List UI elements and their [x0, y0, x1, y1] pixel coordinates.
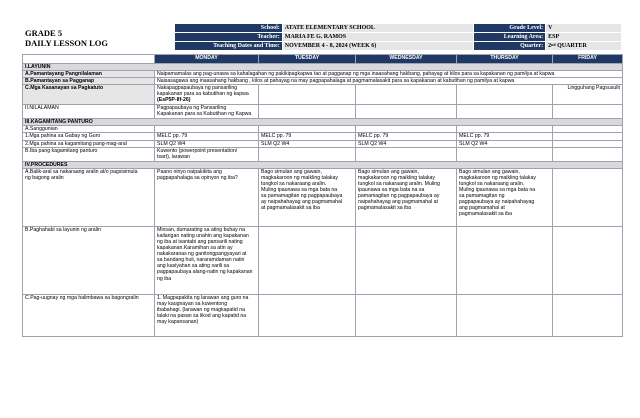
section-kagamitan: III.KAGAMITANG PANTURO	[23, 119, 623, 126]
cell-line: ng iba at isantabi ang pansarili nating	[157, 238, 243, 245]
table-row	[23, 105, 623, 119]
cell-monday	[155, 168, 259, 226]
header-info-table	[174, 23, 622, 51]
cell-line: magkakaroon ng maikling talakay	[358, 174, 435, 181]
cell-line: Minsan, dumarating sa ating buhay na	[157, 226, 245, 233]
cell-line: ng iba	[157, 275, 172, 282]
grade-level-label: Grade Level:	[474, 24, 546, 33]
row-label: B.Paghahabi sa layunin ng aralin	[23, 226, 155, 294]
table-row: 1.Mga pahina sa Gabay ng Guro MELC pp. 79 MELC pp. 79 MELC pp. 79 MELC pp. 79	[23, 133, 623, 140]
cell-line: pagmamalasakit sa iba	[459, 211, 513, 218]
school-value: ATATE ELEMENTARY SCHOOL	[282, 24, 474, 33]
cell-line: ang kasiyahan sa ating sarili sa	[157, 263, 230, 270]
row-label: A.Pamantayang Pangnilalaman	[23, 71, 155, 78]
cell-line: tungkol sa nakaraang aralin. Muling	[358, 180, 440, 187]
cell-line: 1. Magpapakita ng larawan ang guro na	[157, 294, 249, 301]
row-label: 1.Mga pahina sa Gabay ng Guro	[23, 133, 155, 140]
dates-label: Teaching Dates and Time:	[175, 42, 283, 51]
cell-line: lalaki na pasan sa likod ang kapatid na	[157, 313, 247, 320]
cell-line: magkakaroon ng maikling talakay	[261, 174, 338, 181]
lesson-table	[22, 54, 623, 337]
table-row	[23, 226, 623, 294]
table-row: B.Iba pang kagamitang panturo Kuwento (powerpoint presentation/ tsart), larawan	[23, 147, 623, 161]
table-row	[23, 78, 623, 85]
cell-line: pagpapahalaga sa opinyon ng iba?	[157, 174, 238, 181]
table-row	[23, 126, 623, 133]
cell-friday: Lingguhang Pagsusulit	[553, 85, 623, 105]
cell-line: sa pamamagitan ng pagpapaubaya	[261, 193, 343, 200]
performance-standard: Naisasagawa ang inaasahang hakbang , kilos at pahayag na may pagpapahalaga at pagmamalasakit para sa kapakanan at kabutihan ng pamilya at kapwa	[155, 78, 623, 85]
cell-line: may kapansanan)	[157, 319, 199, 326]
table-row	[23, 294, 623, 336]
quarter-value: 2nd QUARTER	[546, 42, 622, 51]
cell-line: kailangan nating unahin ang kapakanan	[157, 232, 249, 239]
cell-line: tungkol sa nakaraang aralin.	[459, 180, 525, 187]
table-row	[23, 85, 623, 105]
teacher-label: Teacher:	[175, 33, 283, 42]
cell-line: pagpapaubaya alang-natin ng kapakanan	[157, 269, 253, 276]
cell-tuesday	[259, 168, 356, 226]
cell-line: tungkol sa nakaraang aralin.	[261, 180, 327, 187]
cell-line: Bago simulan ang gawain,	[261, 168, 322, 175]
day-header-row	[23, 55, 623, 64]
row-label: II.NILALAMAN	[23, 105, 155, 119]
document-title	[25, 28, 108, 48]
cell-line: Bago simulan ang gawain,	[358, 168, 419, 175]
cell-line: kapakanan.Karamihan sa atin ay	[157, 245, 233, 252]
section-procedures: IV.PROCEDURES	[23, 161, 623, 168]
cell-line: sa bandang huli, nararamdaman natin	[157, 257, 245, 264]
row-label: A.Balik-aral sa nakaraang aralin at/o pagsisimula ng bagong aralin	[23, 168, 155, 226]
cell-wednesday	[356, 168, 457, 226]
cell-monday	[155, 294, 259, 336]
content-standard: Naipamamalas ang pag-unawa sa kahalagahan ng pakikipagkapwa tao at pagganap ng mga inaasahang hakbang, pahayag at kilos para sa kapakanan ng pamilya at kapwa	[155, 71, 623, 78]
cell-monday: Pagpapaubaya ng Pansariling Kapakanan para sa Kabutihan ng Kapwa	[155, 105, 259, 119]
row-label: C.Pag-uugnay ng mga halimbawa sa bagongralin	[23, 294, 155, 336]
section-layunin: I.LAYUNIN	[23, 64, 623, 71]
row-label: B.Iba pang kagamitang panturo	[23, 147, 155, 161]
dll-title: DAILY LESSON LOG	[25, 38, 108, 48]
day-thursday: THURSDAY	[457, 55, 553, 64]
cell-line: may kaugnayan sa kuwentong	[157, 300, 228, 307]
table-row	[23, 71, 623, 78]
cell-monday	[155, 226, 259, 294]
quarter-label: Quarter:	[474, 42, 546, 51]
cell-line: Muling ipaunawa sa mga bata na	[459, 187, 536, 194]
document-header	[22, 20, 622, 50]
day-friday: FRIDAY	[553, 55, 623, 64]
table-row	[23, 168, 623, 226]
teacher-value: MARIA FE G. RAMOS	[282, 33, 474, 42]
daily-lesson-log	[22, 20, 622, 326]
cell-thursday	[457, 168, 553, 226]
cell-line: at pagmamalasakit sa iba	[261, 205, 320, 212]
cell-line: Muling ipaunawa sa mga bata na	[261, 187, 338, 194]
table-row: 2.Mga pahina sa kagamitang pang-mag-aral SLM Q2 W4 SLM Q2 W4 SLM Q2 W4 SLM Q2 W4	[23, 140, 623, 147]
cell-line: ang pagmamahal at	[459, 205, 505, 212]
grade-level-value: V	[546, 24, 622, 33]
cell-line: naipahahayag ang pagmamahal at	[358, 199, 438, 206]
grade-title: GRADE 5	[25, 28, 63, 38]
cell-line: magkakaroon ng maikling talakay	[459, 174, 536, 181]
day-monday: MONDAY	[155, 55, 259, 64]
day-tuesday: TUESDAY	[259, 55, 356, 64]
cell-line: Bago simulan ang gawain,	[459, 168, 520, 175]
cell-line: ibabahagi. (larawan ng magkapatid na	[157, 306, 245, 313]
cell-line: ipaunawa sa mga bata na sa	[358, 187, 425, 194]
cell-line: pamamagitan ng pagpapaubaya ay	[358, 193, 440, 200]
row-label: A.Sanggunian	[23, 126, 155, 133]
learning-area-value: ESP	[546, 33, 622, 42]
day-wednesday: WEDNESDAY	[356, 55, 457, 64]
cell-line: ay naipahahayag ang pagmamahal	[261, 199, 343, 206]
cell-line: pagpapaubaya ay naipahahayag	[459, 199, 535, 206]
dates-value: NOVEMBER 4 - 8, 2024 (WEEK 6)	[282, 42, 474, 51]
cell-line: sa pamamagitan ng	[459, 193, 505, 200]
cell-monday: Nakapagpapaubaya ng pansariling kapakanan para sa kabutihan ng kapwa (EsP5P-IIf-26)	[155, 85, 259, 105]
cell-line: nakakaranas ng ganitongpangyayari at	[157, 251, 247, 258]
learning-area-label: Learning Area:	[474, 33, 546, 42]
school-label: School:	[175, 24, 283, 33]
row-label: C.Mga Kasanayan sa Pagkatuto	[23, 85, 155, 105]
row-label: B.Pamantayan sa Pagganap	[23, 78, 155, 85]
row-label: 2.Mga pahina sa kagamitang pang-mag-aral	[23, 140, 155, 147]
cell-line: pagmamalasakit sa iba	[358, 205, 412, 212]
cell-line: Paano ninyo naipakikita ang	[157, 168, 222, 175]
